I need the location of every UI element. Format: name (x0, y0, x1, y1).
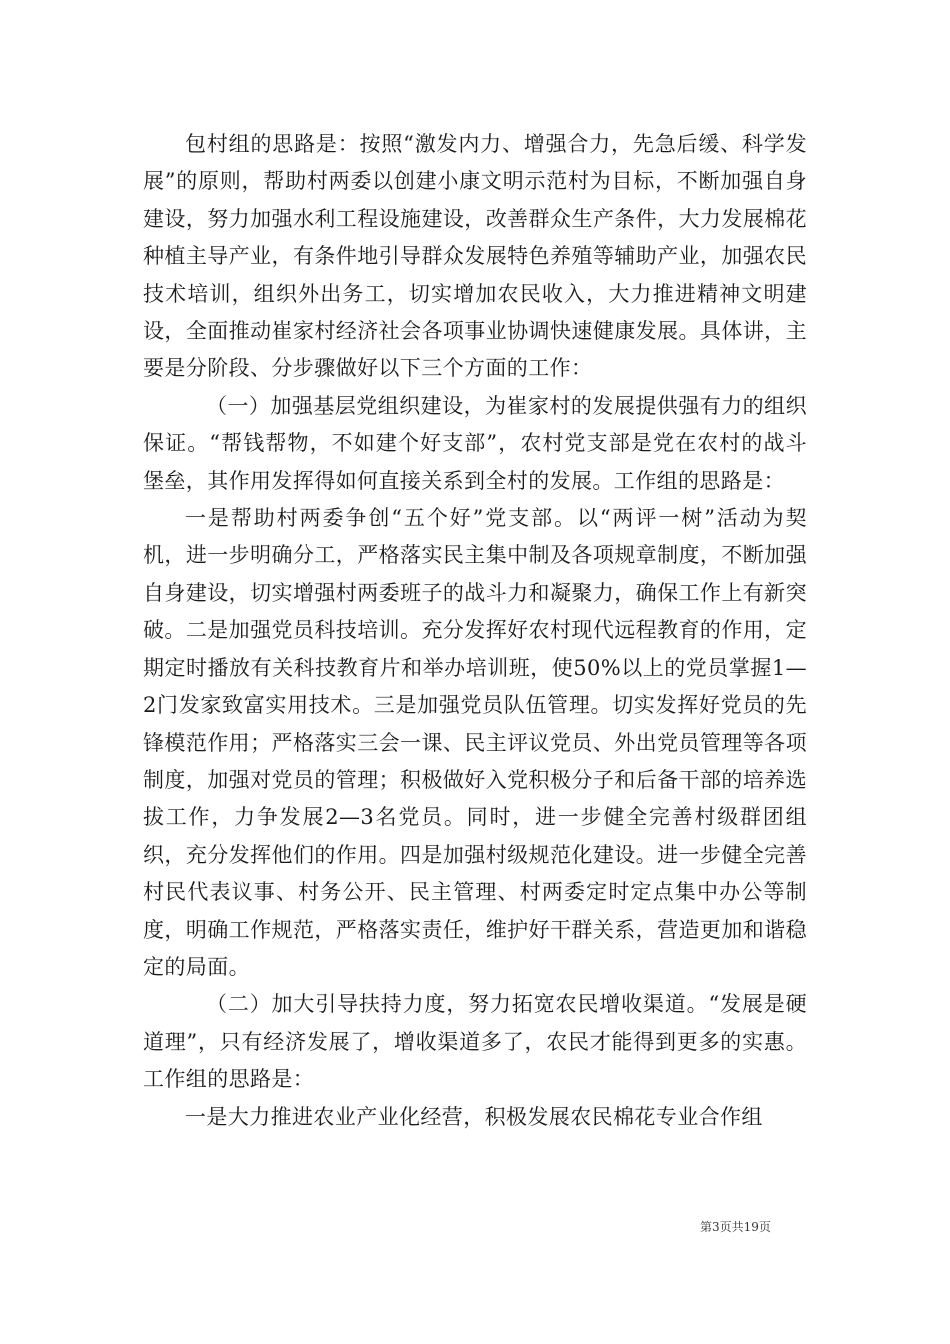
page-number: 第3页共19页 (700, 1220, 771, 1234)
paragraph-section-two-heading: （二）加大引导扶持力度，努力拓宽农民增收渠道。“发展是硬道理”，只有经济发展了，增收渠道多了，农民才能得到更多的实惠。工作组的思路是： (143, 992, 807, 1092)
document-body (143, 126, 807, 1136)
paragraph-intro: 包村组的思路是：按照“激发内力、增强合力，先急后缓、科学发展”的原则，帮助村两委以创建小康文明示范村为目标，不断加强自身建设，努力加强水利工程设施建设，改善群众生产条件，大力发展棉花种植主导产业，有条件地引导群众发展特色养殖等辅助产业，加强农民技术培训，组织外出务工，切实增加农民收入，大力推进精神文明建设，全面推动崔家村经济社会各项事业协调快速健康发展。具体讲，主要是分阶段、分步骤做好以下三个方面的工作： (143, 132, 807, 381)
paragraph-section-two-body: 一是大力推进农业产业化经营，积极发展农民棉花专业合作组 (185, 1104, 763, 1129)
paragraph-section-one-heading: （一）加强基层党组织建设，为崔家村的发展提供强有力的组织保证。“帮钱帮物，不如建个好支部”，农村党支部是党在农村的战斗堡垒，其作用发挥得如何直接关系到全村的发展。工作组的思路是： (143, 393, 807, 493)
paragraph-section-one-body: 一是帮助村两委争创“五个好”党支部。以“两评一树”活动为契机，进一步明确分工，严格落实民主集中制及各项规章制度，不断加强自身建设，切实增强村两委班子的战斗力和凝聚力，确保工作上有新突破。二是加强党员科技培训。充分发挥好农村现代远程教育的作用，定期定时播放有关科技教育片和举办培训班，使50%以上的党员掌握1—2门发家致富实用技术。三是加强党员队伍管理。切实发挥好党员的先锋模范作用；严格落实三会一课、民主评议党员、外出党员管理等各项制度，加强对党员的管理；积极做好入党积极分子和后备干部的培养选拔工作，力争发展2—3名党员。同时，进一步健全完善村级群团组织，充分发挥他们的作用。四是加强村级规范化建设。进一步健全完善村民代表议事、村务公开、民主管理、村两委定时定点集中办公等制度，明确工作规范，严格落实责任，维护好干群关系，营造更加和谐稳定的局面。 (143, 506, 807, 979)
